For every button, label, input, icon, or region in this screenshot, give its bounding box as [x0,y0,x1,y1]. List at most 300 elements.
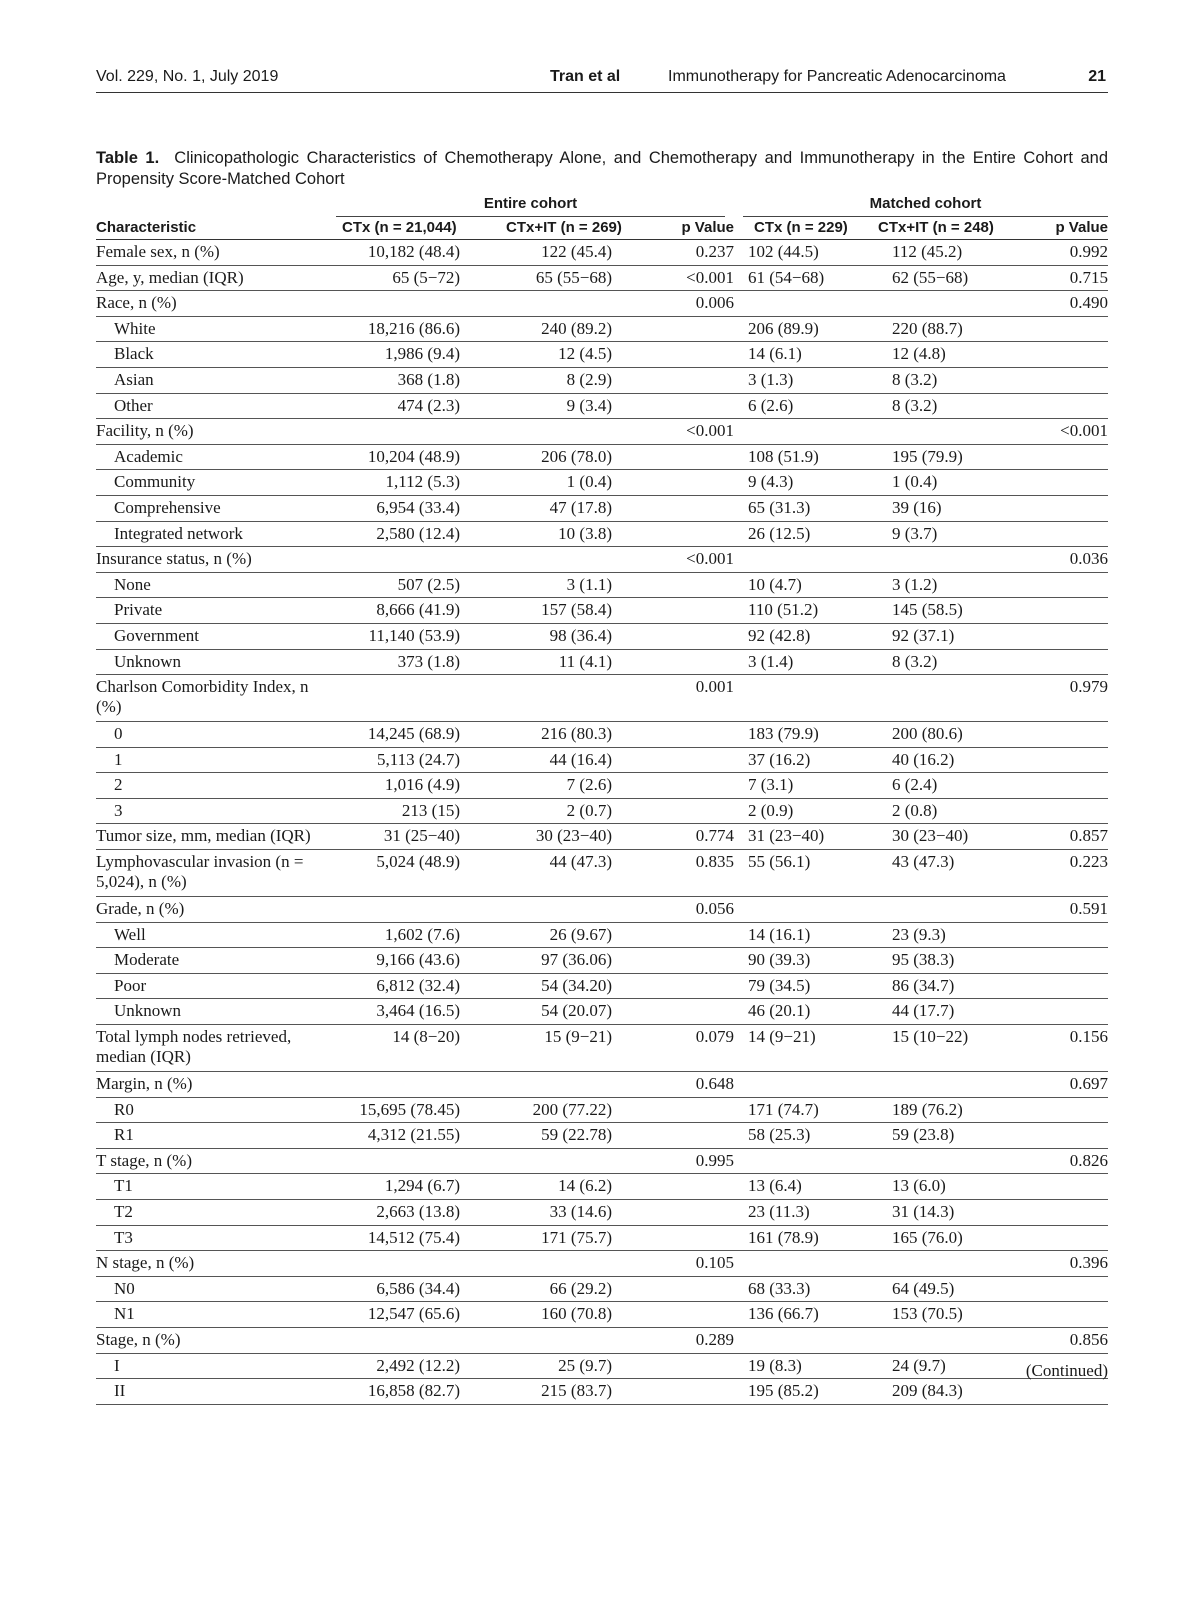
cell-entire-p-value [650,999,734,1025]
table-row [96,393,1108,419]
cell-entire-ctx: 5,113 (24.7) [336,747,496,773]
row-label: Charlson Comorbidity Index, n (%) [96,675,336,722]
cell-matched-p-value: 0.156 [1020,1025,1108,1072]
cell-matched-ctx: 23 (11.3) [734,1200,866,1226]
cell-matched-p-value: 0.715 [1020,265,1108,291]
cell-matched-p-value [1020,773,1108,799]
cell-entire-p-value: 0.105 [650,1251,734,1277]
column-header-matched-ctx: CTx (n = 229) [734,217,866,240]
row-label: Stage, n (%) [96,1327,336,1353]
cell-entire-ctx: 1,986 (9.4) [336,342,496,368]
cell-entire-ctx-it: 1 (0.4) [496,470,650,496]
cell-matched-ctx-it: 3 (1.2) [866,572,1020,598]
cell-matched-ctx-it: 8 (3.2) [866,367,1020,393]
table-row [96,897,1108,923]
row-label: Comprehensive [96,495,336,521]
cell-matched-ctx-it [866,547,1020,573]
cell-entire-ctx-it: 26 (9.67) [496,922,650,948]
table-row [96,367,1108,393]
cell-entire-ctx-it: 2 (0.7) [496,798,650,824]
cell-entire-p-value [650,367,734,393]
running-head [96,66,1108,93]
row-label: R1 [96,1123,336,1149]
table-row [96,342,1108,368]
cell-entire-ctx-it: 11 (4.1) [496,649,650,675]
cell-entire-ctx-it: 33 (14.6) [496,1200,650,1226]
cell-matched-p-value: 0.857 [1020,824,1108,850]
cell-matched-ctx-it: 189 (76.2) [866,1097,1020,1123]
cell-entire-ctx-it: 8 (2.9) [496,367,650,393]
table-row [96,824,1108,850]
cell-matched-p-value [1020,1097,1108,1123]
cell-matched-p-value [1020,367,1108,393]
cell-matched-p-value [1020,973,1108,999]
row-label: Female sex, n (%) [96,240,336,266]
cell-matched-p-value [1020,495,1108,521]
cell-matched-ctx: 136 (66.7) [734,1302,866,1328]
row-label: Asian [96,367,336,393]
cell-entire-ctx-it: 7 (2.6) [496,773,650,799]
cell-matched-ctx-it [866,291,1020,317]
cell-matched-p-value [1020,999,1108,1025]
cell-matched-p-value: 0.396 [1020,1251,1108,1277]
cell-matched-ctx-it: 44 (17.7) [866,999,1020,1025]
cell-matched-ctx: 171 (74.7) [734,1097,866,1123]
cell-entire-ctx [336,675,496,722]
cell-entire-ctx: 1,602 (7.6) [336,922,496,948]
table-caption-text: Clinicopathologic Characteristics of Chemotherapy Alone, and Chemotherapy and Immunotherapy in the Entire Cohort and Propensity Score-Matched Cohort [96,149,1109,188]
cell-matched-ctx-it: 145 (58.5) [866,598,1020,624]
cell-entire-p-value [650,1123,734,1149]
cell-entire-ctx [336,1327,496,1353]
cell-matched-p-value [1020,1225,1108,1251]
cell-matched-p-value: 0.979 [1020,675,1108,722]
row-label: Moderate [96,948,336,974]
cell-entire-ctx: 4,312 (21.55) [336,1123,496,1149]
cell-matched-ctx [734,291,866,317]
cell-matched-ctx: 110 (51.2) [734,598,866,624]
cell-matched-p-value [1020,393,1108,419]
cell-entire-ctx: 213 (15) [336,798,496,824]
cell-entire-p-value: 0.835 [650,850,734,897]
cell-entire-ctx-it [496,675,650,722]
cell-matched-ctx-it: 220 (88.7) [866,316,1020,342]
cell-entire-ctx: 368 (1.8) [336,367,496,393]
cell-entire-p-value [650,1302,734,1328]
row-label: 0 [96,722,336,748]
cell-entire-ctx [336,419,496,445]
journal-volume: Vol. 229, No. 1, July 2019 [96,68,279,85]
cell-entire-ctx: 18,216 (86.6) [336,316,496,342]
table-row [96,850,1108,897]
group-header-row [96,192,1108,217]
cell-matched-ctx-it: 13 (6.0) [866,1174,1020,1200]
table-row [96,649,1108,675]
cell-matched-ctx: 19 (8.3) [734,1353,866,1379]
row-label: Insurance status, n (%) [96,547,336,573]
cell-matched-ctx-it [866,1327,1020,1353]
row-label: Academic [96,444,336,470]
cell-matched-ctx: 14 (6.1) [734,342,866,368]
table-row [96,547,1108,573]
cell-matched-ctx: 14 (9−21) [734,1025,866,1072]
cell-entire-p-value [650,316,734,342]
cell-entire-ctx-it: 12 (4.5) [496,342,650,368]
cell-entire-ctx: 11,140 (53.9) [336,623,496,649]
cell-matched-ctx-it [866,1072,1020,1098]
row-label: Total lymph nodes retrieved, median (IQR) [96,1025,336,1072]
cell-entire-p-value [650,1276,734,1302]
table-row [96,1025,1108,1072]
cell-matched-ctx [734,1148,866,1174]
cell-matched-ctx: 3 (1.4) [734,649,866,675]
cell-matched-ctx [734,419,866,445]
table-row [96,623,1108,649]
cell-entire-ctx-it: 200 (77.22) [496,1097,650,1123]
table-row [96,999,1108,1025]
cell-entire-p-value: 0.995 [650,1148,734,1174]
cell-entire-ctx: 8,666 (41.9) [336,598,496,624]
cell-matched-p-value: 0.856 [1020,1327,1108,1353]
cell-entire-ctx: 12,547 (65.6) [336,1302,496,1328]
table-row [96,747,1108,773]
cell-matched-ctx-it: 59 (23.8) [866,1123,1020,1149]
cell-entire-p-value [650,1353,734,1379]
cell-entire-ctx [336,1072,496,1098]
cell-entire-p-value [650,649,734,675]
cell-matched-ctx-it: 23 (9.3) [866,922,1020,948]
row-label: Unknown [96,649,336,675]
cell-entire-ctx-it: 54 (34.20) [496,973,650,999]
cell-entire-ctx-it [496,1148,650,1174]
cell-entire-ctx-it: 66 (29.2) [496,1276,650,1302]
cell-matched-ctx: 206 (89.9) [734,316,866,342]
cell-entire-ctx: 10,182 (48.4) [336,240,496,266]
cell-entire-p-value: <0.001 [650,265,734,291]
cell-entire-p-value [650,1225,734,1251]
cell-matched-p-value [1020,316,1108,342]
table-row [96,1251,1108,1277]
table-row [96,1148,1108,1174]
row-label: None [96,572,336,598]
cell-matched-ctx-it: 2 (0.8) [866,798,1020,824]
cell-entire-p-value [650,922,734,948]
cell-matched-ctx-it: 153 (70.5) [866,1302,1020,1328]
row-label: Private [96,598,336,624]
cell-entire-ctx: 14,245 (68.9) [336,722,496,748]
cell-entire-ctx-it: 157 (58.4) [496,598,650,624]
cell-matched-ctx-it [866,1148,1020,1174]
cell-matched-ctx: 108 (51.9) [734,444,866,470]
cell-entire-p-value [650,521,734,547]
cell-matched-p-value [1020,1302,1108,1328]
cell-entire-p-value [650,798,734,824]
table-row [96,675,1108,722]
table-row [96,316,1108,342]
cell-matched-ctx-it [866,675,1020,722]
cell-entire-p-value [650,572,734,598]
cell-matched-ctx-it: 62 (55−68) [866,265,1020,291]
cell-matched-ctx: 3 (1.3) [734,367,866,393]
cell-entire-p-value [650,747,734,773]
cell-entire-p-value [650,342,734,368]
cell-entire-ctx: 31 (25−40) [336,824,496,850]
cell-entire-p-value [650,948,734,974]
cell-matched-ctx-it: 9 (3.7) [866,521,1020,547]
cell-entire-ctx-it: 216 (80.3) [496,722,650,748]
cell-matched-p-value [1020,521,1108,547]
table-row [96,598,1108,624]
cell-entire-p-value [650,722,734,748]
cell-matched-ctx-it: 43 (47.3) [866,850,1020,897]
column-header-matched-ctx-it: CTx+IT (n = 248) [866,217,1020,240]
cell-entire-ctx-it [496,291,650,317]
cell-matched-p-value [1020,922,1108,948]
row-label: N0 [96,1276,336,1302]
column-header-entire-ctx: CTx (n = 21,044) [336,217,496,240]
cell-matched-ctx: 13 (6.4) [734,1174,866,1200]
cell-matched-ctx-it: 112 (45.2) [866,240,1020,266]
cell-matched-ctx-it [866,897,1020,923]
cell-matched-ctx: 26 (12.5) [734,521,866,547]
column-header-matched-p-value: p Value [1020,217,1108,240]
table-row [96,1123,1108,1149]
cell-entire-p-value [650,495,734,521]
row-label: Well [96,922,336,948]
page-number: 21 [1088,68,1106,85]
table-row [96,1097,1108,1123]
table-row [96,1379,1108,1405]
row-label: Community [96,470,336,496]
row-label: 1 [96,747,336,773]
row-label: Black [96,342,336,368]
cell-matched-ctx-it [866,1251,1020,1277]
cell-matched-ctx: 195 (85.2) [734,1379,866,1405]
cell-matched-ctx-it: 92 (37.1) [866,623,1020,649]
cell-matched-ctx: 46 (20.1) [734,999,866,1025]
cell-matched-ctx-it: 1 (0.4) [866,470,1020,496]
group-header-matched-cohort: Matched cohort [734,192,1108,217]
cell-entire-ctx-it: 97 (36.06) [496,948,650,974]
cell-entire-p-value: 0.237 [650,240,734,266]
cell-entire-ctx-it: 25 (9.7) [496,1353,650,1379]
cell-entire-ctx-it: 240 (89.2) [496,316,650,342]
cell-entire-ctx-it: 15 (9−21) [496,1025,650,1072]
table-row [96,948,1108,974]
row-label: Grade, n (%) [96,897,336,923]
cell-matched-ctx: 102 (44.5) [734,240,866,266]
cell-entire-ctx-it: 160 (70.8) [496,1302,650,1328]
cell-entire-ctx-it [496,1072,650,1098]
cell-matched-ctx-it: 24 (9.7) [866,1353,1020,1379]
cell-entire-ctx: 1,016 (4.9) [336,773,496,799]
cell-matched-ctx [734,675,866,722]
cell-matched-ctx-it: 12 (4.8) [866,342,1020,368]
column-header-characteristic: Characteristic [96,217,336,240]
cell-matched-ctx: 161 (78.9) [734,1225,866,1251]
cell-matched-ctx-it: 30 (23−40) [866,824,1020,850]
cell-entire-p-value: 0.289 [650,1327,734,1353]
cell-matched-p-value: 0.992 [1020,240,1108,266]
cell-entire-ctx: 14,512 (75.4) [336,1225,496,1251]
cell-entire-ctx-it: 30 (23−40) [496,824,650,850]
cell-matched-p-value: 0.826 [1020,1148,1108,1174]
table-row [96,495,1108,521]
table-body [96,240,1108,1405]
cell-matched-ctx: 9 (4.3) [734,470,866,496]
table-row [96,798,1108,824]
row-label: N1 [96,1302,336,1328]
cell-entire-p-value [650,623,734,649]
cell-entire-p-value [650,393,734,419]
row-label: I [96,1353,336,1379]
row-label: Integrated network [96,521,336,547]
table-row [96,1072,1108,1098]
cell-matched-p-value [1020,342,1108,368]
cell-matched-p-value [1020,1123,1108,1149]
cell-matched-ctx: 68 (33.3) [734,1276,866,1302]
cell-entire-ctx: 16,858 (82.7) [336,1379,496,1405]
cell-matched-p-value [1020,649,1108,675]
cell-entire-ctx: 474 (2.3) [336,393,496,419]
cell-matched-ctx [734,1327,866,1353]
column-header-row [96,217,1108,240]
table-row [96,922,1108,948]
cell-entire-ctx: 2,492 (12.2) [336,1353,496,1379]
cell-matched-ctx: 183 (79.9) [734,722,866,748]
cell-entire-p-value: <0.001 [650,547,734,573]
characteristics-table [96,192,1108,1405]
cell-entire-ctx [336,547,496,573]
row-label: N stage, n (%) [96,1251,336,1277]
cell-entire-p-value: <0.001 [650,419,734,445]
cell-entire-ctx-it: 3 (1.1) [496,572,650,598]
cell-entire-p-value: 0.648 [650,1072,734,1098]
table-row [96,1276,1108,1302]
table-row [96,521,1108,547]
cell-matched-ctx-it: 64 (49.5) [866,1276,1020,1302]
column-header-entire-p-value: p Value [650,217,734,240]
table-row [96,1353,1108,1379]
cell-matched-ctx: 37 (16.2) [734,747,866,773]
cell-matched-ctx: 7 (3.1) [734,773,866,799]
table-row [96,1200,1108,1226]
table-row [96,419,1108,445]
cell-matched-ctx-it: 8 (3.2) [866,393,1020,419]
table-row [96,1174,1108,1200]
cell-entire-ctx-it: 44 (47.3) [496,850,650,897]
cell-matched-ctx: 65 (31.3) [734,495,866,521]
cell-entire-p-value [650,773,734,799]
cell-entire-ctx: 2,663 (13.8) [336,1200,496,1226]
cell-entire-ctx-it [496,547,650,573]
cell-matched-ctx [734,897,866,923]
cell-entire-ctx: 9,166 (43.6) [336,948,496,974]
cell-matched-ctx [734,1251,866,1277]
cell-matched-p-value [1020,623,1108,649]
cell-matched-p-value: 0.490 [1020,291,1108,317]
table-row [96,572,1108,598]
table-caption [96,148,1108,190]
cell-matched-ctx-it: 165 (76.0) [866,1225,1020,1251]
cell-entire-ctx: 10,204 (48.9) [336,444,496,470]
cell-entire-ctx: 6,954 (33.4) [336,495,496,521]
cell-matched-ctx-it: 209 (84.3) [866,1379,1020,1405]
cell-matched-ctx: 31 (23−40) [734,824,866,850]
cell-matched-ctx-it: 86 (34.7) [866,973,1020,999]
row-label: 3 [96,798,336,824]
table-row [96,265,1108,291]
cell-entire-ctx-it [496,1251,650,1277]
cell-matched-ctx: 90 (39.3) [734,948,866,974]
row-label: Margin, n (%) [96,1072,336,1098]
cell-matched-p-value [1020,1174,1108,1200]
cell-matched-ctx: 55 (56.1) [734,850,866,897]
cell-matched-ctx-it: 195 (79.9) [866,444,1020,470]
cell-entire-ctx: 65 (5−72) [336,265,496,291]
cell-matched-p-value [1020,1379,1108,1405]
cell-entire-ctx-it: 59 (22.78) [496,1123,650,1149]
table-row [96,1225,1108,1251]
cell-entire-p-value [650,598,734,624]
row-label: T3 [96,1225,336,1251]
row-label: Unknown [96,999,336,1025]
table-row [96,444,1108,470]
cell-entire-ctx: 6,586 (34.4) [336,1276,496,1302]
cell-entire-ctx: 15,695 (78.45) [336,1097,496,1123]
cell-entire-p-value: 0.006 [650,291,734,317]
cell-entire-ctx-it: 215 (83.7) [496,1379,650,1405]
cell-matched-ctx: 58 (25.3) [734,1123,866,1149]
cell-entire-ctx-it: 54 (20.07) [496,999,650,1025]
cell-entire-p-value [650,1379,734,1405]
cell-matched-ctx: 61 (54−68) [734,265,866,291]
cell-entire-p-value [650,1174,734,1200]
table-row [96,240,1108,266]
cell-entire-p-value [650,1200,734,1226]
row-label: T2 [96,1200,336,1226]
cell-entire-ctx-it: 9 (3.4) [496,393,650,419]
cell-matched-p-value: 0.697 [1020,1072,1108,1098]
cell-matched-ctx: 6 (2.6) [734,393,866,419]
cell-entire-ctx: 5,024 (48.9) [336,850,496,897]
cell-entire-ctx [336,1148,496,1174]
cell-entire-ctx-it: 47 (17.8) [496,495,650,521]
table-row [96,722,1108,748]
cell-matched-ctx-it: 31 (14.3) [866,1200,1020,1226]
table-row [96,1302,1108,1328]
cell-matched-p-value [1020,722,1108,748]
cell-matched-ctx-it: 8 (3.2) [866,649,1020,675]
cell-entire-ctx: 3,464 (16.5) [336,999,496,1025]
table-row [96,973,1108,999]
cell-matched-p-value [1020,747,1108,773]
row-label: White [96,316,336,342]
cell-entire-ctx-it: 44 (16.4) [496,747,650,773]
cell-matched-p-value [1020,948,1108,974]
cell-matched-ctx-it: 200 (80.6) [866,722,1020,748]
cell-matched-p-value: <0.001 [1020,419,1108,445]
cell-entire-ctx-it: 65 (55−68) [496,265,650,291]
cell-entire-ctx: 1,294 (6.7) [336,1174,496,1200]
cell-matched-ctx-it: 40 (16.2) [866,747,1020,773]
cell-entire-p-value: 0.001 [650,675,734,722]
row-label: Race, n (%) [96,291,336,317]
row-label: Lymphovascular invasion (n = 5,024), n (%) [96,850,336,897]
cell-matched-p-value [1020,798,1108,824]
cell-matched-p-value [1020,1200,1108,1226]
cell-matched-ctx-it: 95 (38.3) [866,948,1020,974]
